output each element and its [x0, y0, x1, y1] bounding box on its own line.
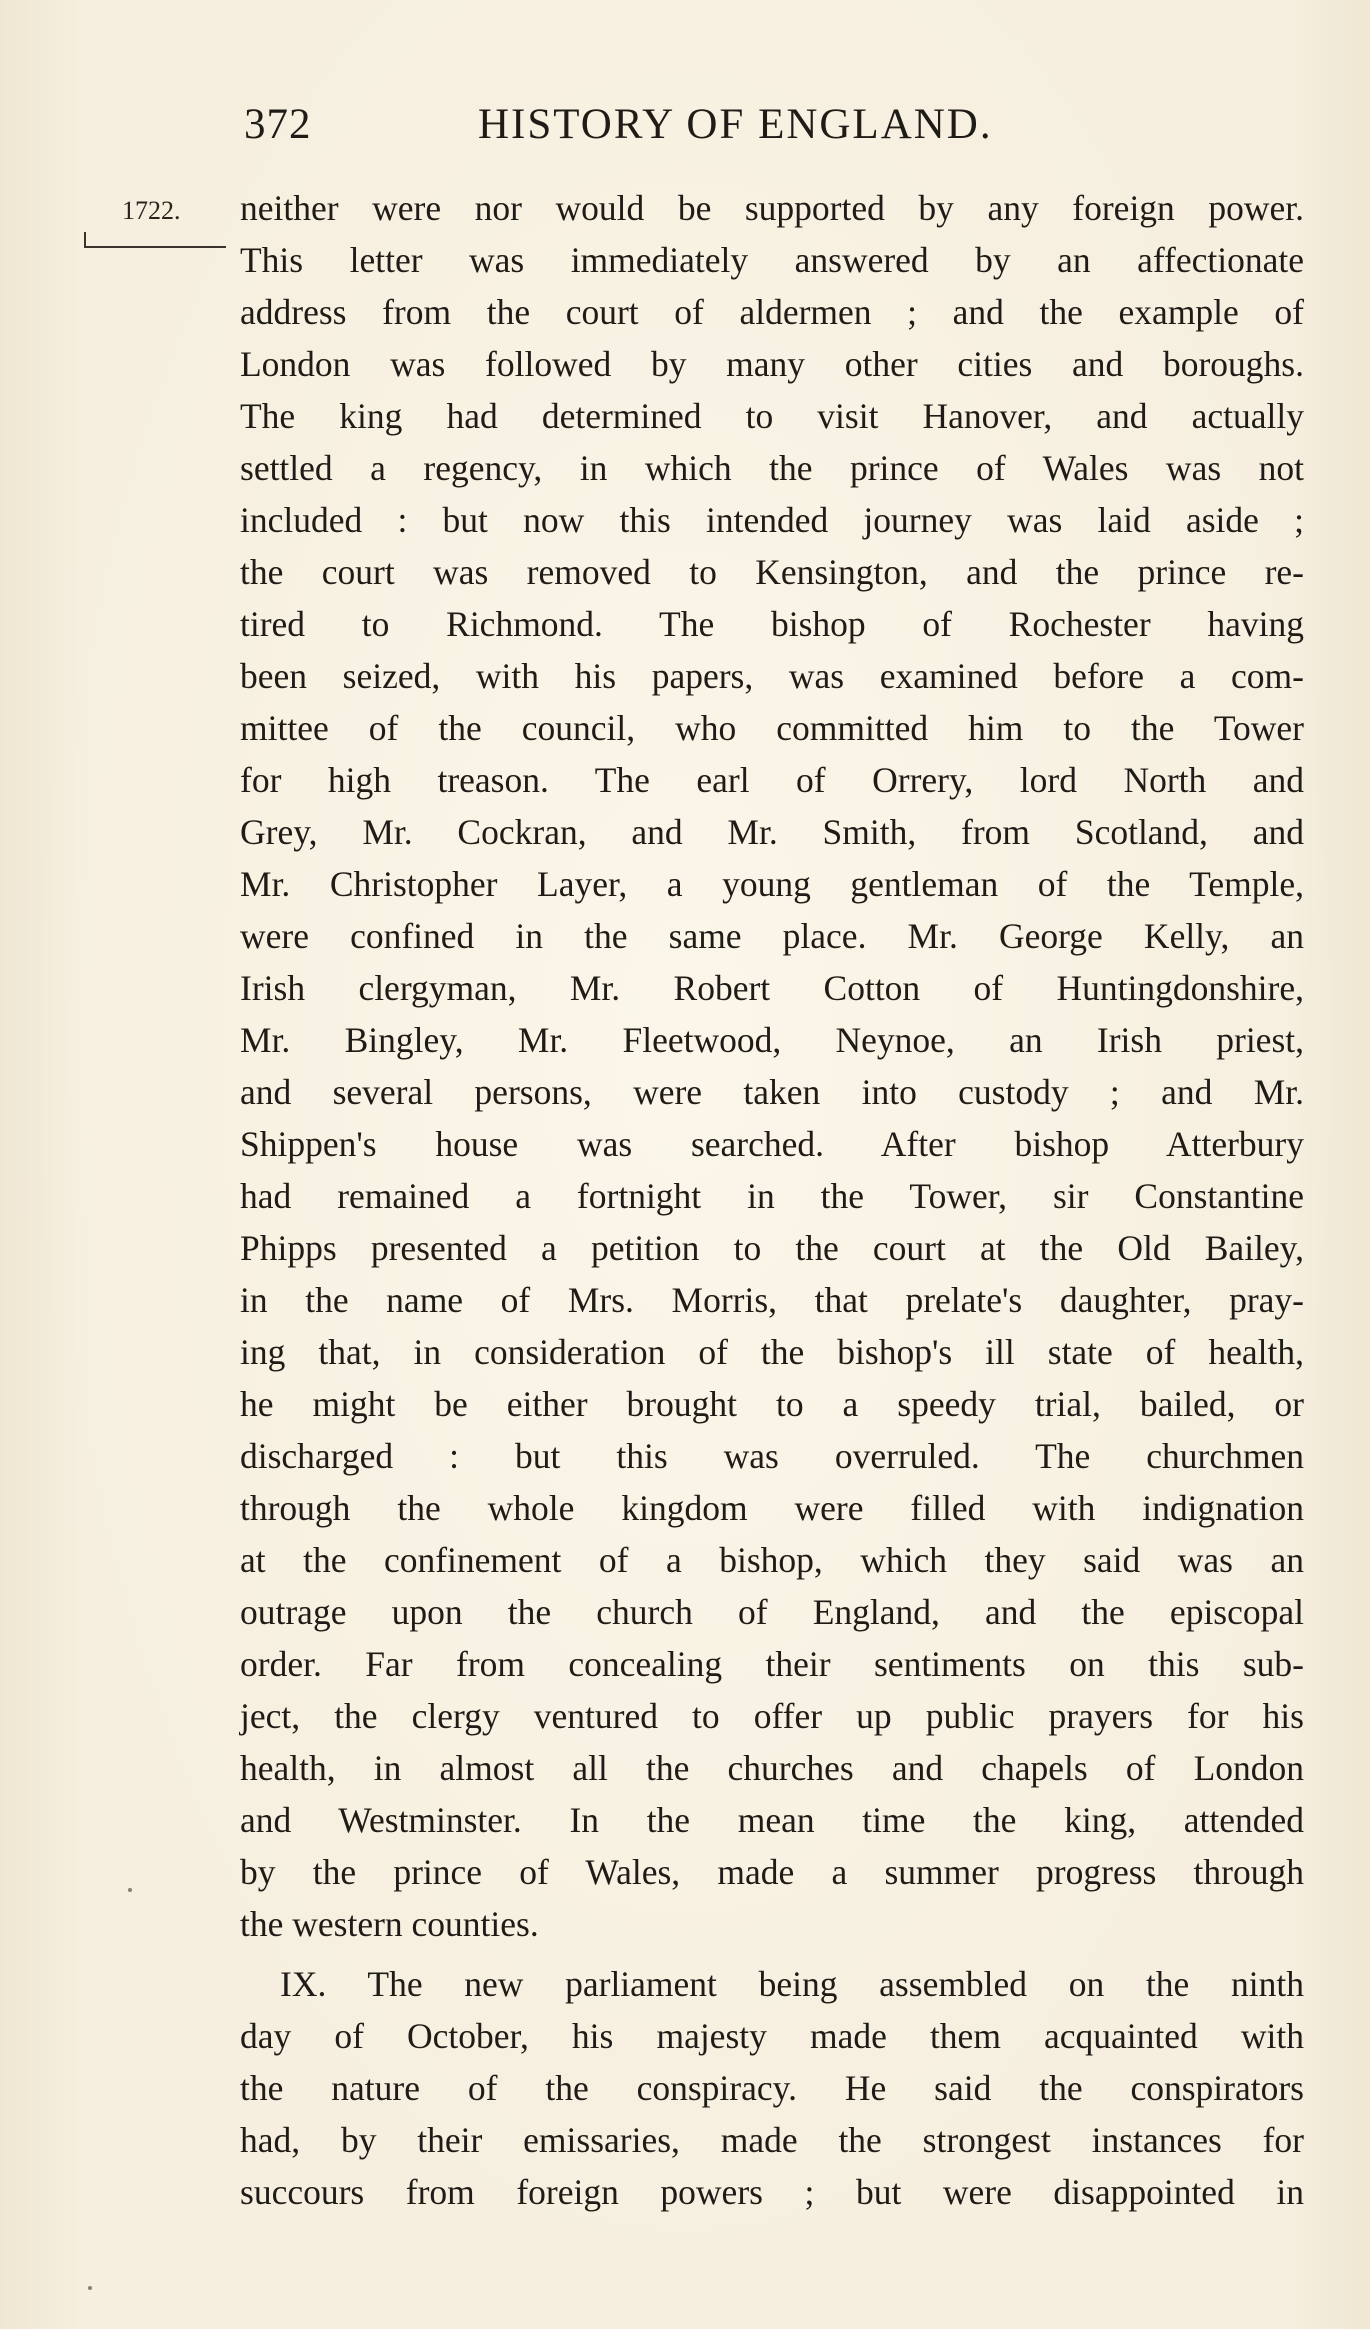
text-line: been seized, with his papers, was examined before a com- — [240, 656, 1304, 696]
text-line: settled a regency, in which the prince of Wales was not — [240, 448, 1304, 488]
text-line: the nature of the conspiracy. He said the conspirators — [240, 2068, 1304, 2108]
ink-speck — [128, 1888, 132, 1892]
text-line: ject, the clergy ventured to offer up public prayers for his — [240, 1696, 1304, 1736]
text-line: and Westminster. In the mean time the king, attended — [240, 1800, 1304, 1840]
text-line: Irish clergyman, Mr. Robert Cotton of Huntingdonshire, — [240, 968, 1304, 1008]
text-line: for high treason. The earl of Orrery, lord North and — [240, 760, 1304, 800]
running-title: HISTORY OF ENGLAND. — [478, 101, 993, 148]
text-line: address from the court of aldermen ; and the example of — [240, 292, 1304, 332]
text-line: Mr. Christopher Layer, a young gentleman of the Temple, — [240, 864, 1304, 904]
text-line: The king had determined to visit Hanover, and actually — [240, 396, 1304, 436]
text-line: health, in almost all the churches and chapels of London — [240, 1748, 1304, 1788]
margin-rule-tick — [84, 232, 86, 246]
text-line: through the whole kingdom were filled with indignation — [240, 1488, 1304, 1528]
page-header — [244, 100, 1064, 160]
text-line: succours from foreign powers ; but were disappointed in — [240, 2172, 1304, 2212]
text-line: tired to Richmond. The bishop of Rochester having — [240, 604, 1304, 644]
text-line: neither were nor would be supported by any foreign power. — [240, 188, 1304, 228]
text-line: in the name of Mrs. Morris, that prelate's daughter, pray- — [240, 1280, 1304, 1320]
text-line: IX. The new parliament being assembled on the ninth — [280, 1964, 1304, 2004]
paragraph — [240, 1958, 1304, 2218]
margin-year-note: 1722. — [122, 196, 181, 225]
text-line: mittee of the council, who committed him to the Tower — [240, 708, 1304, 748]
text-line: were confined in the same place. Mr. George Kelly, an — [240, 916, 1304, 956]
text-line: outrage upon the church of England, and the episcopal — [240, 1592, 1304, 1632]
text-line: included : but now this intended journey was laid aside ; — [240, 500, 1304, 540]
text-line: Shippen's house was searched. After bishop Atterbury — [240, 1124, 1304, 1164]
text-line: Mr. Bingley, Mr. Fleetwood, Neynoe, an Irish priest, — [240, 1020, 1304, 1060]
text-line: he might be either brought to a speedy trial, bailed, or — [240, 1384, 1304, 1424]
text-line: the western counties. — [240, 1904, 539, 1944]
text-line: day of October, his majesty made them acquainted with — [240, 2016, 1304, 2056]
text-line: discharged : but this was overruled. The churchmen — [240, 1436, 1304, 1476]
text-line: at the confinement of a bishop, which they said was an — [240, 1540, 1304, 1580]
text-line: London was followed by many other cities and boroughs. — [240, 344, 1304, 384]
ink-speck — [88, 2286, 92, 2290]
text-line: ing that, in consideration of the bishop's ill state of health, — [240, 1332, 1304, 1372]
text-line: the court was removed to Kensington, and the prince re- — [240, 552, 1304, 592]
text-line: Grey, Mr. Cockran, and Mr. Smith, from Scotland, and — [240, 812, 1304, 852]
text-line: order. Far from concealing their sentiments on this sub- — [240, 1644, 1304, 1684]
paragraph-gap — [240, 1950, 1304, 1958]
text-line: had, by their emissaries, made the strongest instances for — [240, 2120, 1304, 2160]
text-line: by the prince of Wales, made a summer progress through — [240, 1852, 1304, 1892]
margin-rule — [84, 246, 226, 248]
text-line: had remained a fortnight in the Tower, sir Constantine — [240, 1176, 1304, 1216]
text-line: This letter was immediately answered by an affectionate — [240, 240, 1304, 280]
body-text — [240, 182, 1304, 2218]
page-number: 372 — [244, 101, 312, 148]
paragraph — [240, 182, 1304, 1950]
text-line: Phipps presented a petition to the court at the Old Bailey, — [240, 1228, 1304, 1268]
text-line: and several persons, were taken into custody ; and Mr. — [240, 1072, 1304, 1112]
